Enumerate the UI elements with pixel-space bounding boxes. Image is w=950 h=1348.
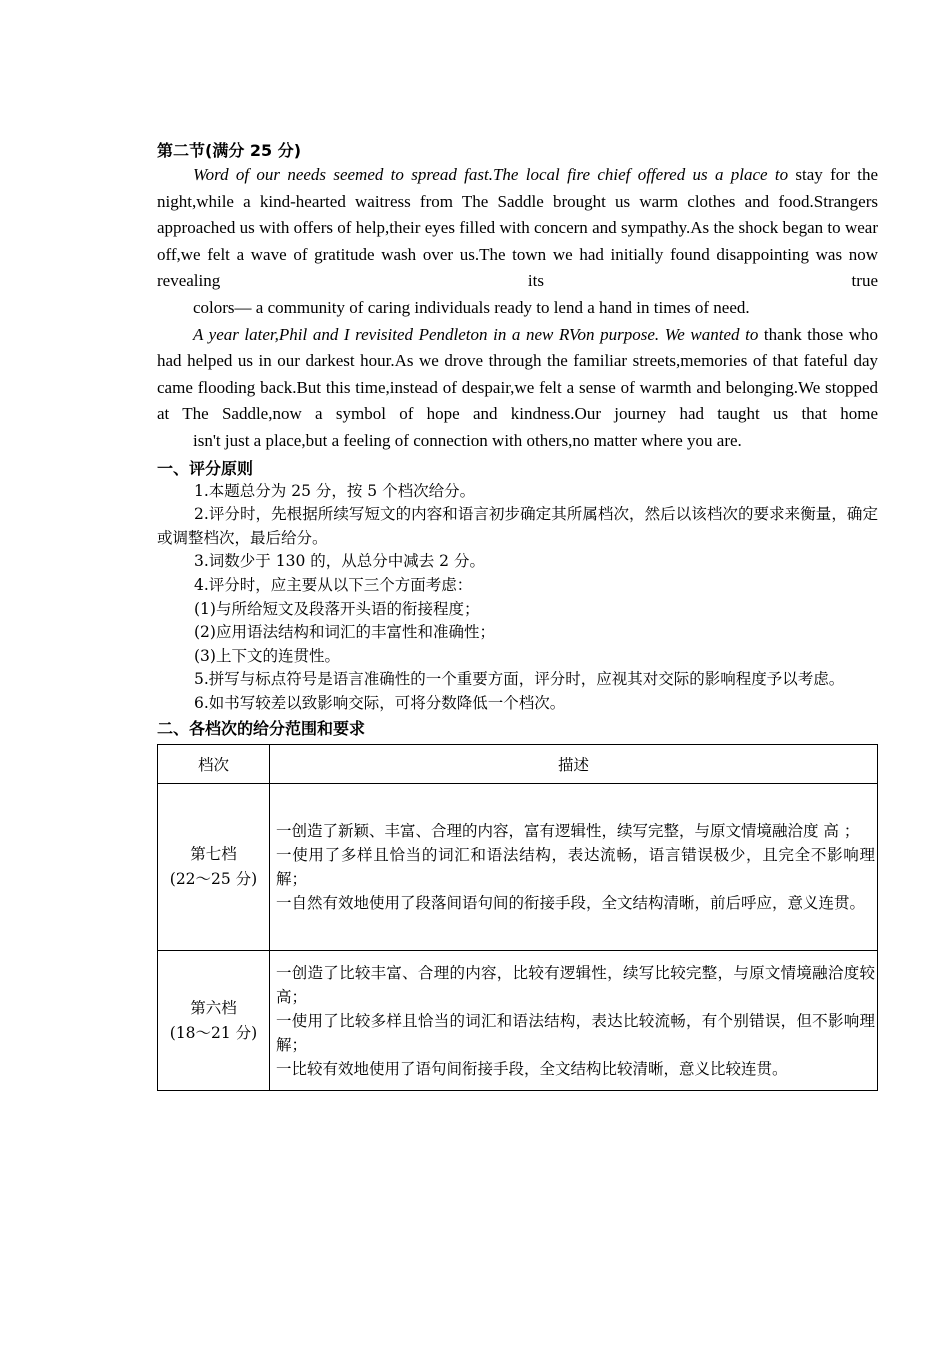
description-cell: [270, 784, 878, 951]
principle-item: 5.拼写与标点符号是语言准确性的一个重要方面，评分时，应视其对交际的影响程度予以考虑。: [194, 670, 845, 689]
description-line: 一创造了新颖、丰富、合理的内容，富有逻辑性，续写完整，与原文情境融洽度 高 ；: [276, 822, 860, 841]
principle-subitem: (2)应用语法结构和词汇的丰富性和准确性；: [194, 623, 495, 642]
principle-item: 4.评分时，应主要从以下三个方面考虑：: [194, 575, 473, 594]
level-name: 第六档: [190, 998, 237, 1017]
table-row: [158, 951, 878, 1091]
principle-subitem: (1)与所给短文及段落开头语的衔接程度；: [194, 599, 480, 618]
grading-table: [157, 744, 878, 1091]
essay-paragraph-1: [157, 162, 878, 322]
description-line: 一创造了比较丰富、合理的内容，比较有逻辑性，续写比较完整，与原文情境融洽度较高；: [276, 963, 875, 1006]
section-title: 第二节(满分 25 分): [157, 141, 302, 160]
description-line: 一使用了比较多样且恰当的词汇和语法结构，表达比较流畅，有个别错误，但不影响理解；: [276, 1011, 875, 1054]
principle-item: 3.词数少于 130 的，从总分中减去 2 分。: [194, 552, 485, 571]
table-row: [158, 784, 878, 951]
principles-heading: 一、评分原则: [157, 458, 254, 478]
level-name: 第七档: [190, 845, 237, 864]
principle-item: 1.本题总分为 25 分，按 5 个档次给分。: [194, 481, 476, 500]
grading-heading: 二、各档次的给分范围和要求: [157, 719, 366, 739]
level-cell: [158, 784, 270, 951]
column-header-description: 描述: [270, 745, 878, 784]
document-page: [157, 140, 878, 1091]
paragraph-2-lead: A year later,Phil and I revisited Pendleton in a new RVon purpose. We wanted to: [193, 324, 759, 344]
level-range: (18～21 分): [169, 1023, 258, 1042]
paragraph-2-body: thank those who had helped us in our darkest hour.As we drove through the familiar streets,memories of that fateful day came flooding back.But this time,instead of despair,we felt a sense of warmth and belonging.We stopped at The Saddle,now a symbol of hope and kindness.Our journey had taught us that home: [157, 324, 879, 424]
table-header-row: [158, 745, 878, 784]
paragraph-2-last-line: isn't just a place,but a feeling of connection with others,no matter where you are.: [193, 430, 742, 450]
paragraph-1-last-line: colors— a community of caring individuals ready to lend a hand in times of need.: [193, 297, 750, 317]
description-cell: [270, 951, 878, 1091]
principle-item: 2.评分时，先根据所续写短文的内容和语言初步确定其所属档次，然后以该档次的要求来衡量，确定或调整档次，最后给分。: [157, 505, 878, 547]
description-line: 一使用了多样且恰当的词汇和语法结构，表达流畅，语言错误极少，且完全不影响理解；: [276, 846, 875, 889]
level-cell: [158, 951, 270, 1091]
description-line: 一比较有效地使用了语句间衔接手段，全文结构比较清晰，意义比较连贯。: [276, 1059, 788, 1078]
description-line: 一自然有效地使用了段落间语句间的衔接手段，全文结构清晰，前后呼应，意义连贯。: [276, 894, 866, 913]
essay-paragraph-2: [157, 322, 878, 455]
paragraph-1-body: stay for the night,while a kind-hearted waitress from The Saddle brought us warm clothes and food.Strangers approached us with offers of help,their eyes filled with concern and sympathy.As the shock began to wear off,we felt a wave of gratitude wash over us.The town we had initially found disappointing was now revealing its true: [157, 165, 878, 291]
principle-item: 6.如书写较差以致影响交际，可将分数降低一个档次。: [194, 693, 566, 712]
column-header-level: 档次: [158, 745, 270, 784]
level-range: (22～25 分): [169, 870, 258, 889]
principle-subitem: (3)上下文的连贯性。: [194, 646, 340, 665]
paragraph-1-lead: Word of our needs seemed to spread fast.The local fire chief offered us a place to: [193, 165, 789, 184]
